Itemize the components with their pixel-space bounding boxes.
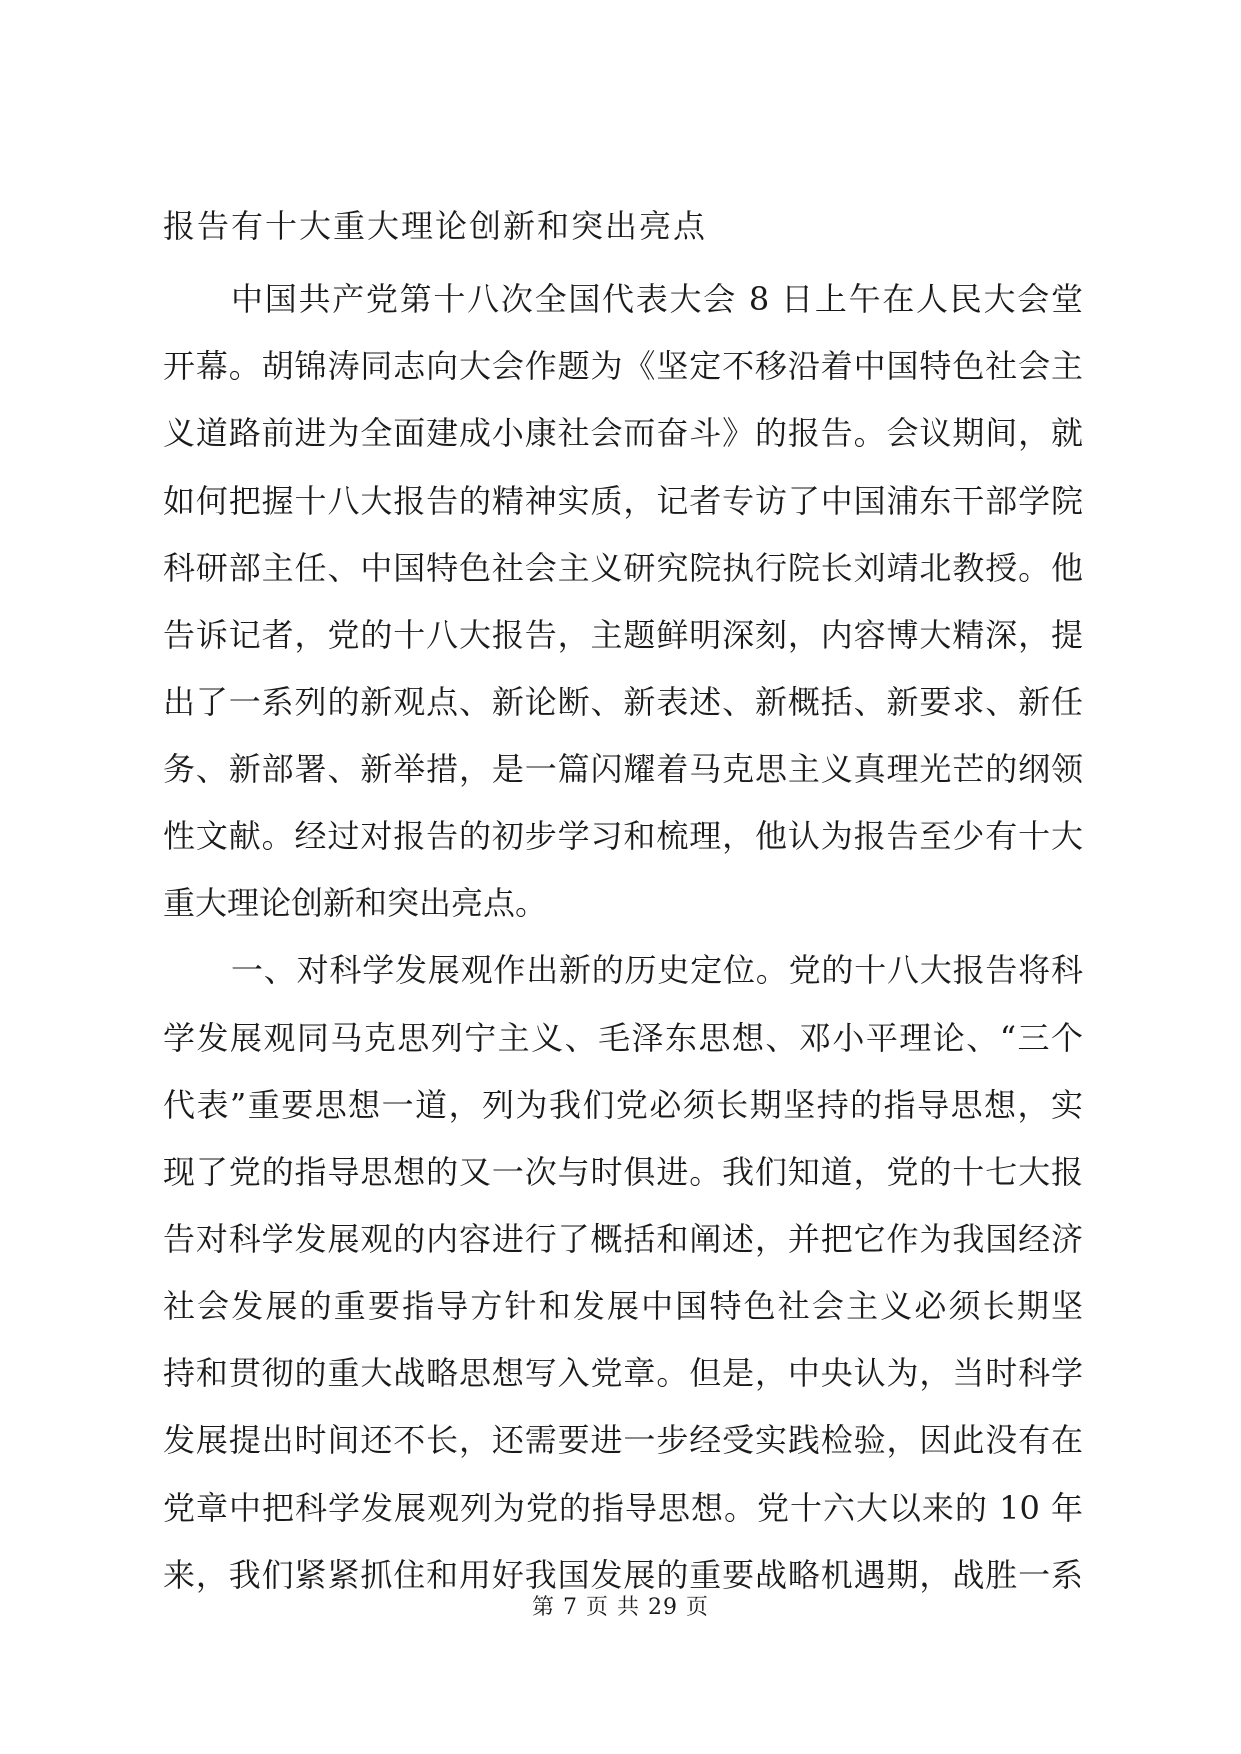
paragraph-line: 务、新部署、新举措，是一篇闪耀着马克思主义真理光芒的纲领 [163, 750, 1083, 788]
paragraph-line: 社会发展的重要指导方针和发展中国特色社会主义必须长期坚 [163, 1287, 1083, 1325]
paragraph-line: 义道路前进为全面建成小康社会而奋斗》的报告。会议期间，就 [163, 414, 1083, 452]
paragraph-line: 持和贯彻的重大战略思想写入党章。但是，中央认为，当时科学 [163, 1354, 1083, 1392]
paragraph-line: 党章中把科学发展观列为党的指导思想。党十六大以来的 10 年 [163, 1489, 1083, 1527]
paragraph-line: 重大理论创新和突出亮点。 [163, 884, 548, 922]
paragraph-line: 出了一系列的新观点、新论断、新表述、新概括、新要求、新任 [163, 683, 1083, 721]
paragraph-line: 告对科学发展观的内容进行了概括和阐述，并把它作为我国经济 [163, 1220, 1083, 1258]
paragraph-line: 来，我们紧紧抓住和用好我国发展的重要战略机遇期，战胜一系 [163, 1556, 1083, 1594]
page-number-footer: 第 7 页 共 29 页 [532, 1595, 709, 1620]
paragraph-line: 发展提出时间还不长，还需要进一步经受实践检验，因此没有在 [163, 1421, 1083, 1459]
paragraph-line: 科研部主任、中国特色社会主义研究院执行院长刘靖北教授。他 [163, 549, 1083, 587]
paragraph-line: 代表”重要思想一道，列为我们党必须长期坚持的指导思想，实 [163, 1086, 1083, 1124]
paragraph-line: 性文献。经过对报告的初步学习和梳理，他认为报告至少有十大 [163, 817, 1083, 855]
paragraph-line: 现了党的指导思想的又一次与时俱进。我们知道，党的十七大报 [163, 1153, 1083, 1191]
document-title: 报告有十大重大理论创新和突出亮点 [163, 207, 708, 245]
paragraph-line: 一、对科学发展观作出新的历史定位。党的十八大报告将科 [231, 951, 1083, 989]
paragraph-line: 中国共产党第十八次全国代表大会 8 日上午在人民大会堂 [231, 280, 1083, 318]
paragraph-line: 告诉记者，党的十八大报告，主题鲜明深刻，内容博大精深，提 [163, 616, 1083, 654]
paragraph-line: 如何把握十八大报告的精神实质，记者专访了中国浦东干部学院 [163, 482, 1083, 520]
paragraph-line: 开幕。胡锦涛同志向大会作题为《坚定不移沿着中国特色社会主 [163, 347, 1083, 385]
paragraph-line: 学发展观同马克思列宁主义、毛泽东思想、邓小平理论、“三个 [163, 1019, 1083, 1057]
